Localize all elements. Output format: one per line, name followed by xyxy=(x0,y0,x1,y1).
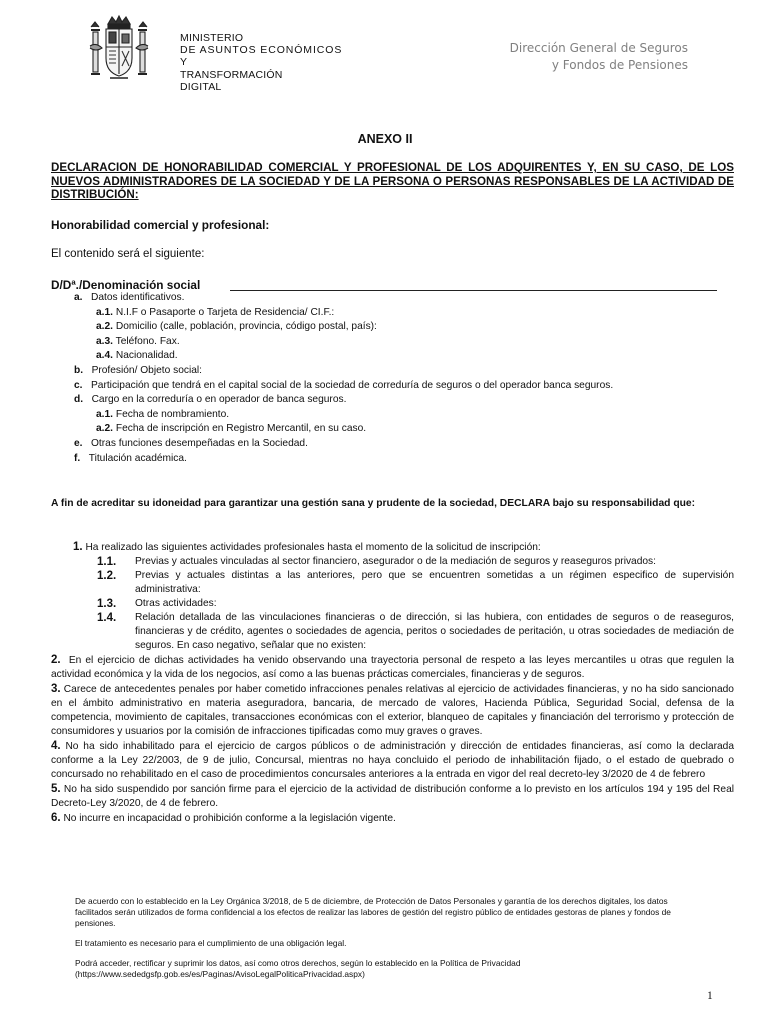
page-number: 1 xyxy=(707,990,713,1002)
item-1-3 xyxy=(51,597,734,611)
list-item-text: Fecha de nombramiento. xyxy=(115,408,230,420)
directorate-line-1: Dirección General de Seguros xyxy=(509,41,688,55)
privacy-paragraph-2: El tratamiento es necesario para el cumplimiento de una obligación legal. xyxy=(75,938,347,949)
list-marker: a.1. xyxy=(96,408,113,420)
item-text: Otras actividades: xyxy=(135,598,217,609)
item-text: Relación detallada de las vinculaciones financieras o de dirección, si las hubiera, con entidades de seguros o de reaseguros, financieras y de crédito, agentes o sociedades de agencia, peritos o sociedades de peritación, u otras sociedades de mediación de seguros. En caso negativo, señalar que no existen: xyxy=(135,612,734,651)
list-marker: b. xyxy=(74,364,84,376)
item-1-1 xyxy=(51,555,734,569)
ministry-line-2: DE ASUNTOS ECONÓMICOS xyxy=(180,44,343,57)
item-number: 2. xyxy=(51,654,61,666)
declaration-title: DECLARACION DE HONORABILIDAD COMERCIAL Y PROFESIONAL DE LOS ADQUIRENTES Y, EN SU CASO, DE LOS NUEVOS ADMINISTRADORES DE LA SOCIEDAD Y DE LA PERSONA O PERSONAS RESPONSABLES DE LA ACTIVIDAD DE DISTRIBUCIÓN: xyxy=(51,161,734,201)
list-marker: c. xyxy=(74,379,83,391)
item-3 xyxy=(51,682,734,739)
item-number: 4. xyxy=(51,740,61,752)
list-item xyxy=(51,437,741,452)
list-item xyxy=(51,408,741,423)
item-number: 1.3. xyxy=(97,598,117,610)
item-number: 1.2. xyxy=(97,570,117,582)
item-text: No incurre en incapacidad o prohibición conforme a la legislación vigente. xyxy=(63,813,396,824)
list-item xyxy=(51,320,741,335)
item-2 xyxy=(51,653,734,682)
item-6 xyxy=(51,811,734,826)
annex-title: ANEXO II xyxy=(357,132,413,146)
list-item xyxy=(51,452,741,467)
directorate-name xyxy=(448,40,688,74)
list-item xyxy=(51,393,741,408)
list-item xyxy=(51,349,741,364)
item-text: Ha realizado las siguientes actividades profesionales hasta el momento de la solicitud de inscripción: xyxy=(85,542,541,553)
list-item-text: Cargo en la correduría o en operador de banca seguros. xyxy=(91,394,347,406)
item-1-2 xyxy=(51,569,734,597)
list-marker: d. xyxy=(74,394,84,406)
name-field-label: D/Dª./Denominación social xyxy=(51,278,201,292)
ministry-line-4: DIGITAL xyxy=(180,80,222,93)
item-4 xyxy=(51,739,734,782)
list-item-text: Domicilio (calle, población, provincia, código postal, país): xyxy=(115,321,377,333)
list-item-text: Nacionalidad. xyxy=(115,350,178,362)
item-text: Carece de antecedentes penales por haber cometido infracciones penales relativas al ejercicio de actividades financieras, y no ha sido sancionado en el ámbito administrativo en materia aseguradora, bancaria, de mercado de valores, Hacienda Pública, Seguridad Social, defensa de la competencia, movimiento de capitales, transacciones económicas con el exterior, blanqueo de capitales y financiación del terrorismo y protección de consumidores y usuarios por la comisión de infracciones tipificadas como muy graves o graves. xyxy=(51,684,734,737)
item-text: No ha sido suspendido por sanción firme para el ejercicio de la actividad de distribución conforme a lo previsto en los artículos 194 y 195 del Real Decreto-Ley 3/2020, de 4 de febrero. xyxy=(51,784,734,809)
ministry-line-3 xyxy=(180,56,348,80)
ministry-name xyxy=(180,32,350,93)
ministry-line-1: MINISTERIO xyxy=(180,32,244,44)
list-marker: a.4. xyxy=(96,350,113,362)
content-intro: El contenido será el siguiente: xyxy=(51,248,205,260)
identification-list xyxy=(51,291,741,466)
list-item xyxy=(51,379,741,394)
list-item xyxy=(51,364,741,379)
privacy-paragraph-3: Podrá acceder, rectificar y suprimir los datos, así como otros derechos, según lo establecido en la Política de Privacidad (https://www.sededgsfp.gob.es/es/Paginas/AvisoLegalPoliticaPrivacidad.aspx) xyxy=(75,957,521,980)
list-item-text: Fecha de inscripción en Registro Mercantil, en su caso. xyxy=(115,423,367,435)
list-item xyxy=(51,291,741,306)
list-item-text: Datos identificativos. xyxy=(91,292,185,303)
item-text: No ha sido inhabilitado para el ejercicio de cargos públicos o de administración y dirección de entidades financieras, así como la declarada conforme a la Ley 22/2003, de 9 de julio, Concursal, mientras no haya concluido el periodo de inhabilitación fijado, o el estado de quebrado o concursado no rehabilitado en el caso de procedimientos concursales anteriores a la entrada en vigor del real decreto-ley 3/2020 de 4 de febrero xyxy=(51,741,734,780)
section-heading: Honorabilidad comercial y profesional: xyxy=(51,218,270,232)
list-item-text: Titulación académica. xyxy=(88,452,187,464)
item-number: 3. xyxy=(51,683,61,695)
item-number: 1.4. xyxy=(97,612,117,624)
list-item-text: Participación que tendrá en el capital social de la sociedad de correduría de seguros o del operador banca seguros. xyxy=(91,379,614,391)
privacy-paragraph-1: De acuerdo con lo establecido en la Ley Orgánica 3/2018, de 5 de diciembre, de Protección de Datos Personales y garantía de los derechos digitales, los datos facilitados serán utilizados de forma confidencial a los efectos de realizar las labores de gestión del registro público de entidades gestoras de planes y fondos de pensiones. xyxy=(75,896,671,929)
list-marker: a.2. xyxy=(96,321,113,333)
item-text: Previas y actuales vinculadas al sector financiero, asegurador o de la mediación de seguros y reaseguros privados: xyxy=(135,556,656,567)
list-item-text: Teléfono. Fax. xyxy=(115,335,180,347)
ministry-line-3-text: Y TRANSFORMACIÓN xyxy=(180,56,283,81)
item-5 xyxy=(51,782,734,811)
list-item xyxy=(51,422,741,437)
item-text: En el ejercicio de dichas actividades ha venido observando una trayectoria personal de respeto a las leyes mercantiles u otras que regulen la actividad económica y la vida de los negocios, así como a las buenas prácticas comerciales, financieras y de seguros. xyxy=(51,655,734,680)
item-number: 1. xyxy=(73,541,83,553)
item-number: 6. xyxy=(51,812,61,824)
list-marker: e. xyxy=(74,437,83,449)
item-text: Previas y actuales distintas a las anteriores, pero que se encuentren sometidas a un régimen especifico de supervisión administrativa: xyxy=(135,570,734,595)
list-item-text: N.I.F o Pasaporte o Tarjeta de Residencia/ CI.F.: xyxy=(115,306,335,318)
directorate-line-2: y Fondos de Pensiones xyxy=(551,58,688,72)
item-number: 5. xyxy=(51,783,61,795)
declaration-items xyxy=(51,540,734,826)
item-number: 1.1. xyxy=(97,556,117,568)
item-1-4 xyxy=(51,611,734,653)
list-item-text: Profesión/ Objeto social: xyxy=(91,364,202,376)
item-1 xyxy=(51,540,734,555)
list-item-text: Otras funciones desempeñadas en la Sociedad. xyxy=(91,437,308,449)
list-marker: a.3. xyxy=(96,335,113,347)
coat-of-arms-logo xyxy=(88,14,150,86)
list-marker: a.2. xyxy=(96,423,113,435)
list-marker: f. xyxy=(74,452,81,464)
list-item xyxy=(51,335,741,350)
list-item xyxy=(51,306,741,321)
list-marker: a. xyxy=(74,292,83,303)
privacy-notice xyxy=(75,896,715,989)
list-marker: a.1. xyxy=(96,306,113,318)
declaration-intro: A fin de acreditar su idoneidad para garantizar una gestión sana y prudente de la sociedad, DECLARA bajo su responsabilidad que: xyxy=(51,498,696,509)
